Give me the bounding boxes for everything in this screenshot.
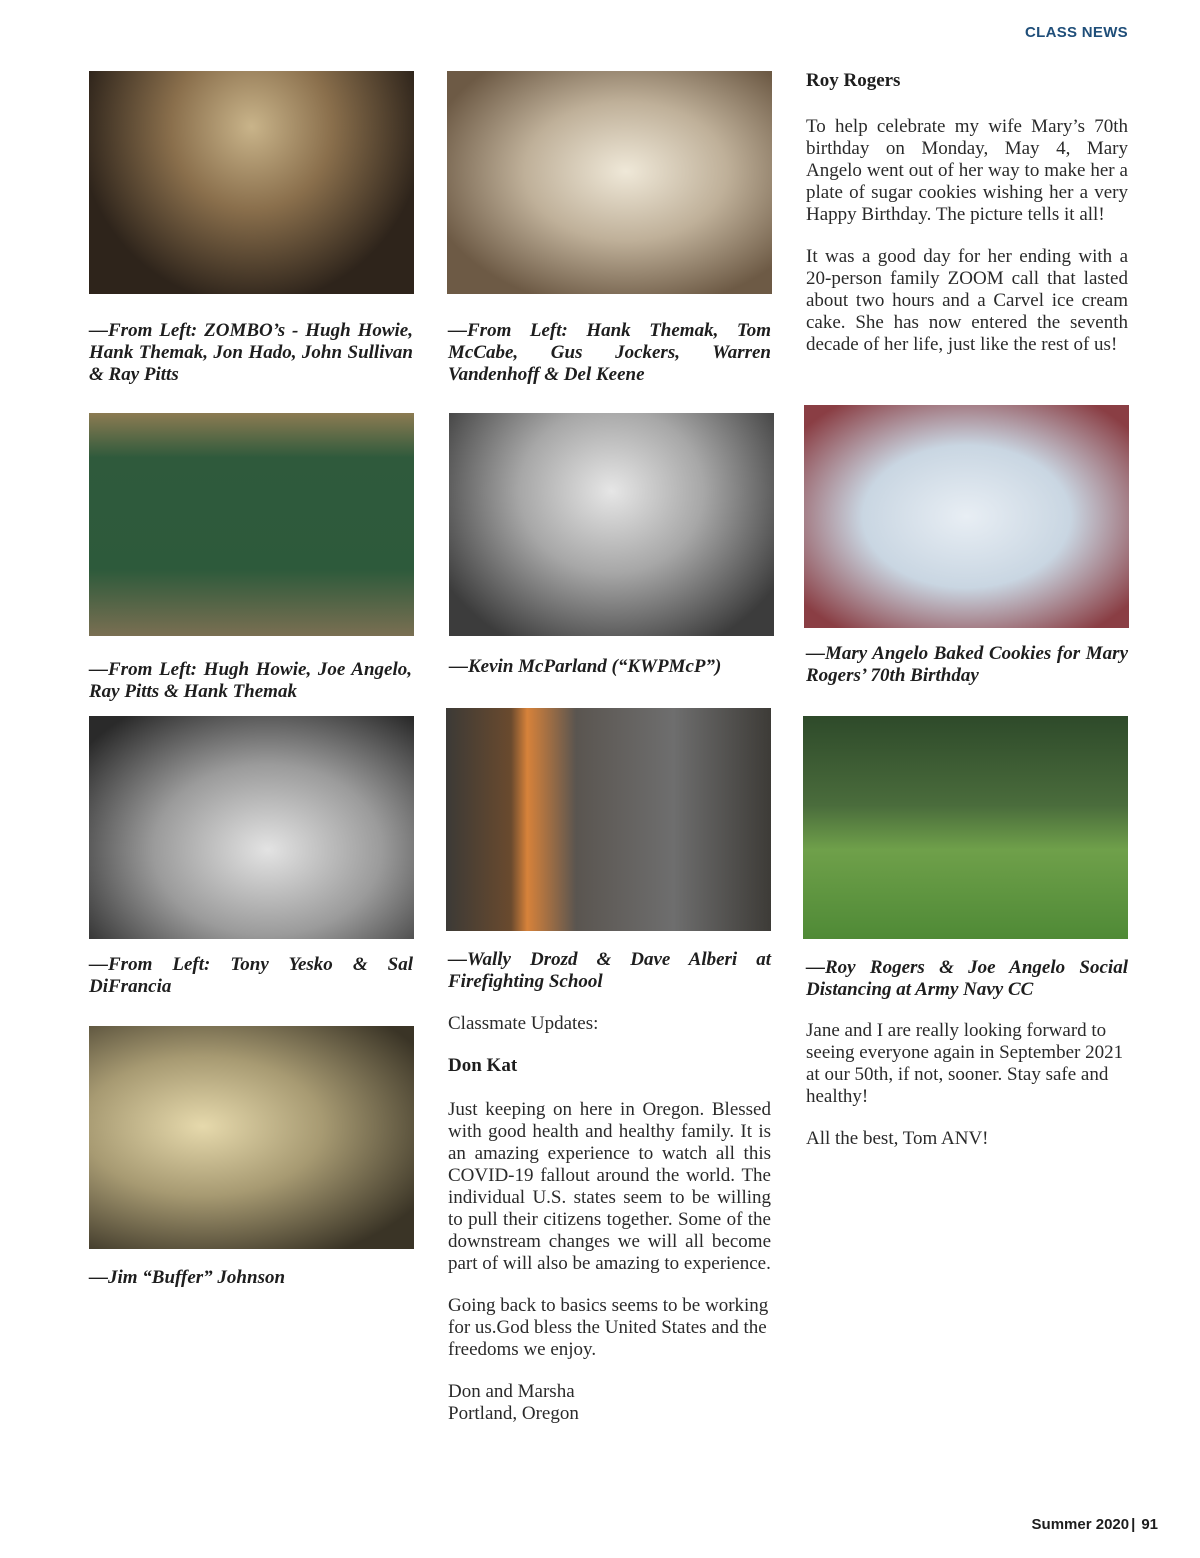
roy-rogers-heading: Roy Rogers xyxy=(806,70,901,91)
closing-column xyxy=(806,1020,1128,1170)
photo-firefighting-school xyxy=(446,708,771,931)
roy-rogers-column xyxy=(806,70,1128,376)
classmate-updates-column xyxy=(448,1013,771,1425)
roy-rogers-paragraph-2: It was a good day for her ending with a 20-person family ZOOM call that lasted about two hours and a Carvel ice cream cake. She has now entered the seventh decade of her life, just like the rest of us! xyxy=(806,246,1128,355)
footer-separator: | xyxy=(1131,1516,1136,1533)
classmate-updates-intro: Classmate Updates: xyxy=(448,1013,599,1034)
caption-zombos-group: —From Left: ZOMBO’s - Hugh Howie, Hank Themak, Jon Hado, John Sullivan & Ray Pitts xyxy=(89,320,413,385)
caption-delta-zeta: —From Left: Hugh Howie, Joe Angelo, Ray Pitts & Hank Themak xyxy=(89,659,412,702)
photo-tshirt-group xyxy=(447,71,772,294)
don-kat-paragraph-1: Just keeping on here in Oregon. Blessed with good health and healthy family. It is an amazing experience to watch all this COVID-19 fallout around the world. The individual U.S. states seem to be willing to pull their citizens together. Some of the downstream changes we will all become part of will also be amazing to experience. xyxy=(448,1099,771,1274)
photo-cannon xyxy=(89,1026,414,1249)
caption-golf-course: —Roy Rogers & Joe Angelo Social Distancing at Army Navy CC xyxy=(806,957,1128,1000)
caption-kevin-mcparland: —Kevin McParland (“KWPMcP”) xyxy=(449,656,722,677)
don-kat-signoff-names: Don and Marsha xyxy=(448,1381,575,1402)
section-label: CLASS NEWS xyxy=(1024,24,1128,41)
closing-paragraph-1: Jane and I are really looking forward to seeing everyone again in September 2021 at our 50th, if not, sooner. Stay safe and healthy! xyxy=(806,1020,1124,1107)
roy-rogers-paragraph-1: To help celebrate my wife Mary’s 70th birthday on Monday, May 4, Mary Angelo went out of her way to make her a plate of sugar cookies wishing her a very Happy Birthday. The picture tells it all! xyxy=(806,116,1128,225)
caption-firefighting-school: —Wally Drozd & Dave Alberi at Firefighting School xyxy=(448,949,771,992)
don-kat-signoff-location: Portland, Oregon xyxy=(448,1403,579,1424)
caption-cannon: —Jim “Buffer” Johnson xyxy=(89,1267,286,1288)
caption-tshirt-group: —From Left: Hank Themak, Tom McCabe, Gus Jockers, Warren Vandenhoff & Del Keene xyxy=(448,320,771,385)
caption-yesko-difrancia: —From Left: Tony Yesko & Sal DiFrancia xyxy=(89,954,413,997)
photo-golf-course xyxy=(803,716,1128,939)
don-kat-heading: Don Kat xyxy=(448,1055,518,1076)
page-number: 91 xyxy=(1141,1516,1158,1533)
photo-birthday-cookies xyxy=(804,405,1129,628)
issue-label: Summer 2020 xyxy=(1031,1516,1130,1533)
photo-yesko-difrancia xyxy=(89,716,414,939)
closing-paragraph-2: All the best, Tom ANV! xyxy=(806,1128,989,1149)
photo-zombos-group xyxy=(89,71,414,294)
caption-birthday-cookies: —Mary Angelo Baked Cookies for Mary Rogers’ 70th Birthday xyxy=(806,643,1128,686)
page-footer xyxy=(1032,1516,1158,1533)
don-kat-paragraph-2: Going back to basics seems to be working for us.God bless the United States and the freedoms we enjoy. xyxy=(448,1295,769,1360)
photo-kevin-mcparland xyxy=(449,413,774,636)
photo-delta-zeta-banner xyxy=(89,413,414,636)
